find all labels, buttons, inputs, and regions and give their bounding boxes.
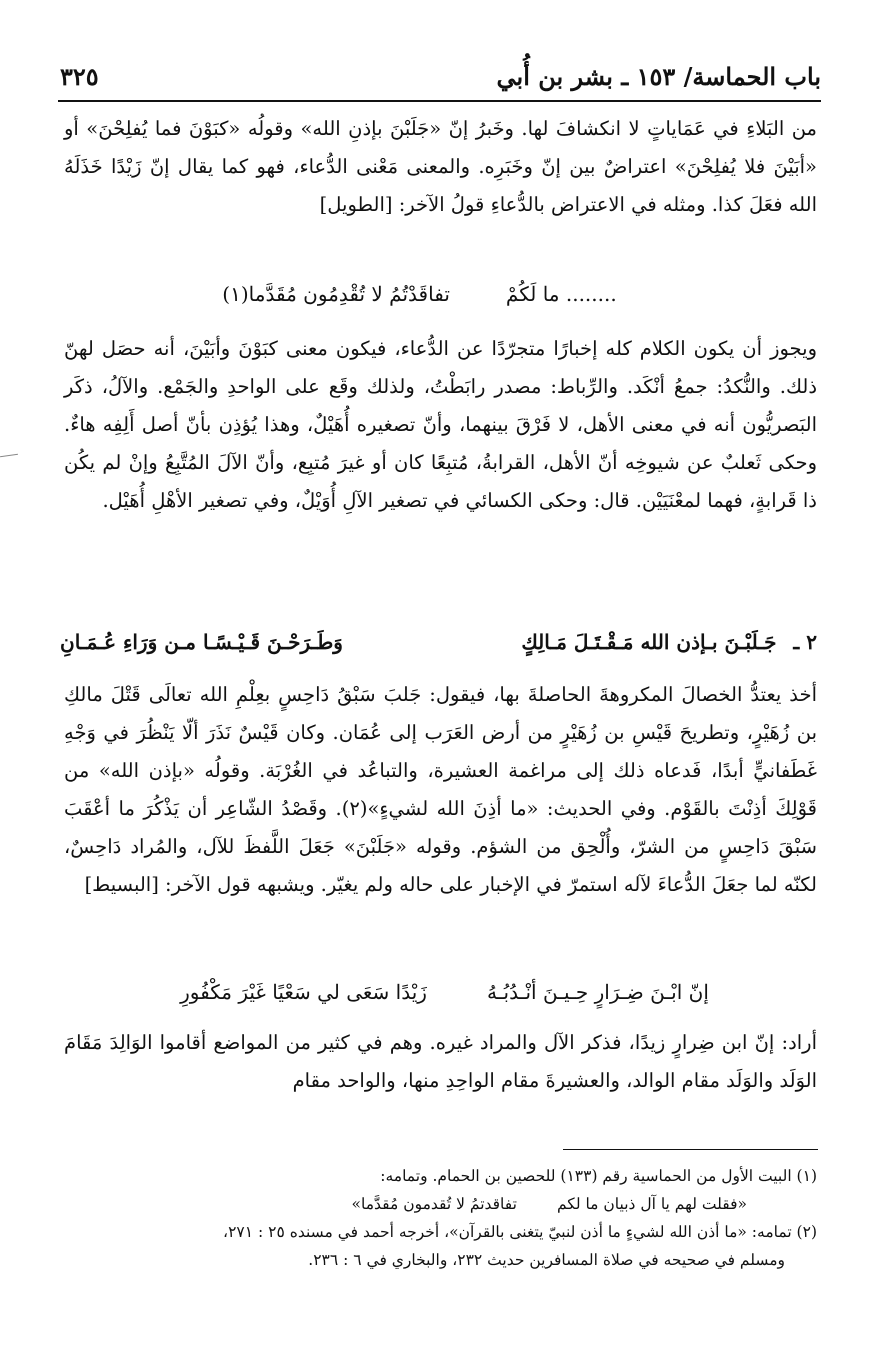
- footnote-1-verse: [58, 1190, 817, 1218]
- margin-scan-mark: [0, 454, 18, 457]
- page-header: [60, 52, 821, 100]
- verse-quote-1: [80, 282, 759, 306]
- verse-2-first-text: جَـلَبْـنَ بـإذن الله مَـقْـتَـلَ مَـالِكٍ: [521, 630, 777, 654]
- verse-3-second-hemistich: زَيْدًا سَعَى لي سَعْيًا غَيْرَ مَكْفُورِ: [180, 980, 427, 1004]
- paragraph-2-text: ويجوز أن يكون الكلام كله إخبارًا متجرّدًا عن الدُّعاء، فيكون معنى كبَوْنَ وأبَيْنَ، أنه حصَل لهنّ ذلك. والنُّكدُ: جمعُ أنْكَد. والرِّباط: مصدر رابَطْتُ، ولذلك وقَع على الواحدِ والجَمْع. والآلُ، ذكَر البَصريُّون أنه في معنى الأهل، لا فَرْقَ بينهما، وأنّ تصغيره أُهَيْلٌ، وهذا يُؤذِن بأنّ أصل أَلِفِه هاءٌ. وحكى ثَعلبٌ عن شيوخِه أنّ الأهل، القرابةُ، مُتبِعًا كان أو غيرَ مُتبِع، وأنّ الآلَ المُتَّبِعُ وإنْ لم يكُن ذا قَرابةٍ، فهما لمعْنَيَيْن. قال: وحكى الكسائي في تصغير الآلِ أُوَيْلٌ، وفي تصغير الأهْلِ أُهَيْل.: [64, 337, 817, 512]
- paragraph-1-text: من البَلاءِ في عَمَاياتٍ لا انكشافَ لها. وخَبرُ إنّ «جَلَبْنَ بإذنِ الله» وقولُه «كبَوْنَ فما يُفلِحْنَ» أو «أبَيْنَ فلا يُفلِحْنَ» اعتراضٌ بين إنّ وخَبَرِه. والمعنى مَعْنى الدُّعاء، فهو كما يقال إنّ زَيْدًا خَذَلَهُ الله فعَلَ كذا. ومثله في الاعتراض بالدُّعاءِ قولُ الآخر:: [64, 117, 817, 216]
- verse-2: [60, 630, 817, 654]
- paragraph-3-text: أخذ يعتدُّ الخصالَ المكروهةَ الحاصلةَ بها، فيقول: جَلبَ سَبْقُ دَاحِسٍ بعِلْمِ الله تعالَى قَتْلَ مالكِ بن زُهَيْرٍ، وتطريحَ قَيْسِ بن زُهَيْرٍ من أرض العَرَب إلى عُمَان. وكان قَيْسٌ نَذَرَ ألّا يَنْظُرَ في وَجْهِ غَطَفانيٍّ أبدًا، فَدعاه ذلك إلى مراغمة العشيرة، والتباعُد في الغُرْبَة. وقولُه «بإذن الله» من قَوْلِكَ أذِنْتَ بالقَوْم. وفي الحديث: «ما أذِنَ الله لشيءٍ»(٢). وقَصْدُ الشّاعِر أن يَذْكُرَ ما أعْقَبَ سَبْقَ دَاحِسٍ من الشرّ، وأُلْحِق من الشؤم. وقوله «جَلَبْنَ» جَعَلَ اللَّفظَ للآل، والمُراد دَاحِسٌ، لكنّه لما جعَلَ الدُّعاءَ لآله استمرّ في الإخبار على حاله ولم يغيّر. ويشبهه قول الآخر:: [64, 683, 817, 896]
- footnote-2-continued: ومسلم في صحيحه في صلاة المسافرين حديث ٢٣٢، والبخاري في ٦ : ٢٣٦.: [308, 1251, 785, 1269]
- meter-label-tawil: [الطويل]: [319, 193, 393, 216]
- header-divider: [58, 100, 821, 102]
- paragraph-4-text: أراد: إنّ ابن ضِرارٍ زيدًا، فذكر الآل والمراد غيره. وهم في كثير من المواضع أقاموا الوَالِدَ مَقَامَ الوَلَد والوَلَد مقام الوالد، والعشيرةَ مقام الواحِدِ منها، والواحد مقام: [64, 1031, 817, 1092]
- meter-label-basit: [البسيط]: [84, 873, 159, 896]
- verse-3-first-hemistich: إنّ ابْـنَ ضِـرَارٍ حِـيـنَ أنْـدُبُـهُ: [486, 980, 709, 1004]
- footnote-1-verse-second: تفاقدتمُ لا تُقدمون مُقدَّما»: [351, 1195, 517, 1213]
- verse-number: ٢ ـ: [793, 630, 817, 654]
- verse-quote-3: [130, 980, 759, 1004]
- footnote-1: (١) البيت الأول من الحماسية رقم (١٣٣) للحصين بن الحمام. وتمامه:: [380, 1167, 817, 1185]
- paragraph-3: [64, 676, 817, 904]
- paragraph-4: [64, 1024, 817, 1100]
- paragraph-2: [64, 330, 817, 520]
- footnote-1-verse-first: «فقلت لهم يا آل ذبيان ما لكم: [556, 1195, 747, 1213]
- paragraph-1: [64, 110, 817, 224]
- verse-1-second-hemistich: تفاقَدْتُمُ لا تُقْدِمُون مُقَدَّما(١): [222, 282, 450, 306]
- footnotes: [58, 1162, 817, 1274]
- verse-1-first-hemistich: ........ ما لَكُمْ: [505, 282, 617, 306]
- page-number: ٣٢٥: [60, 61, 99, 91]
- footnote-divider: [563, 1149, 818, 1150]
- running-title: باب الحماسة/ ١٥٣ ـ بشر بن أُبي: [496, 61, 821, 91]
- verse-2-first-hemistich: [521, 630, 817, 654]
- verse-2-second-hemistich: وَطَـرَحْـنَ قَـيْـسًـا مـن وَرَاءِ عُـمَـانِ: [60, 630, 343, 654]
- footnote-2: (٢) تمامه: «ما أذن الله لشيءٍ ما أذن لنبيّ يتغنى بالقرآن»، أخرجه أحمد في مسنده ٢٥ : ٢٧١،: [223, 1223, 817, 1241]
